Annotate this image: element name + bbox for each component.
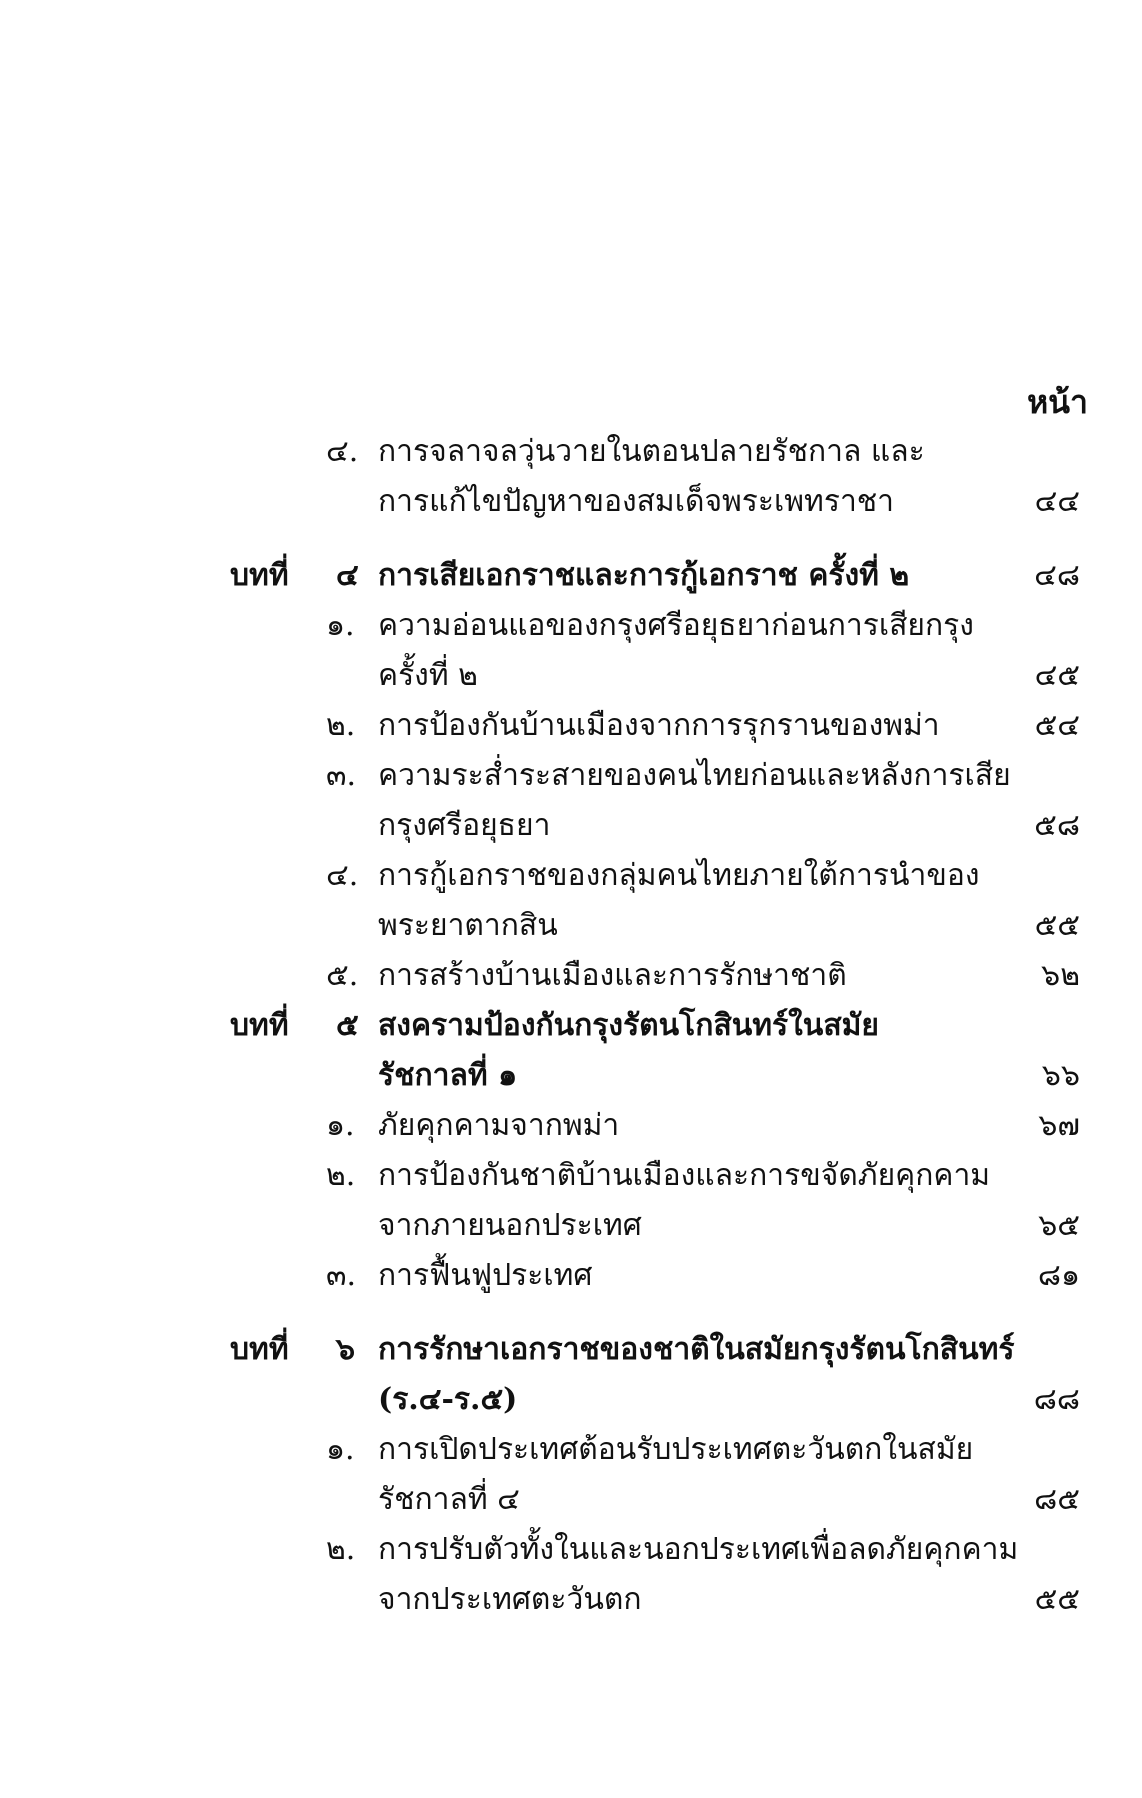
toc-item-text: ความอ่อนแอของกรุงศรีอยุธยาก่อนการเสียกรุง [378, 608, 974, 643]
toc-item-text: การปรับตัวทั้งในและนอกประเทศเพื่อลดภัยคุกคาม [378, 1532, 1019, 1567]
toc-page-number: ๔๘ [1034, 558, 1080, 593]
toc-item-number: ๓. [326, 1258, 357, 1293]
toc-item-number: ๑. [326, 608, 355, 643]
toc-page-number: ๘๕ [1034, 1482, 1080, 1517]
toc-item-number: ๔. [326, 858, 359, 893]
chapter-title: การเสียเอกราชและการกู้เอกราช ครั้งที่ ๒ [378, 558, 910, 593]
toc-item-text: การกู้เอกราชของกลุ่มคนไทยภายใต้การนำของ [378, 858, 980, 893]
chapter-number: ๔ [336, 558, 359, 593]
toc-page-number: ๕๔ [1034, 708, 1080, 743]
toc-page-number: ๘๘ [1033, 1382, 1080, 1417]
toc-page-number: ๔๕ [1034, 658, 1080, 693]
toc-item-text: ภัยคุกคามจากพม่า [378, 1108, 620, 1143]
chapter-number: ๕ [336, 1008, 359, 1043]
page-column-heading: หน้า [1027, 383, 1088, 421]
toc-item-text: การเปิดประเทศต้อนรับประเทศตะวันตกในสมัย [378, 1432, 974, 1467]
toc-item-text: การจลาจลวุ่นวายในตอนปลายรัชกาล และ [378, 434, 925, 469]
toc-item-text-cont: กรุงศรีอยุธยา [378, 808, 551, 843]
toc-item-text-cont: ครั้งที่ ๒ [378, 658, 478, 693]
toc-item-number: ๓. [326, 758, 357, 793]
toc-item-text: การป้องกันบ้านเมืองจากการรุกรานของพม่า [378, 708, 940, 743]
toc-page-number: ๕๕ [1034, 1582, 1080, 1617]
toc-page-number: ๕๘ [1034, 808, 1080, 843]
toc-item-text: การฟื้นฟูประเทศ [378, 1258, 593, 1293]
toc-page-number: ๔๔ [1034, 484, 1080, 519]
chapter-title-cont: (ร.๔-ร.๕) [378, 1382, 518, 1417]
toc-item-number: ๒. [326, 1158, 356, 1193]
toc-item-number: ๔. [326, 434, 359, 469]
toc-item-text: การป้องกันชาติบ้านเมืองและการขจัดภัยคุกคาม [378, 1158, 991, 1193]
toc-item-number: ๒. [326, 1532, 356, 1567]
chapter-title-cont: รัชกาลที่ ๑ [378, 1058, 518, 1093]
chapter-label: บทที่ [230, 1008, 289, 1043]
toc-item-text: ความระส่ำระสายของคนไทยก่อนและหลังการเสีย [378, 758, 1011, 793]
chapter-label: บทที่ [230, 558, 289, 593]
chapter-title: การรักษาเอกราชของชาติในสมัยกรุงรัตนโกสินทร์ [378, 1332, 1015, 1367]
toc-page-number: ๖๕ [1038, 1208, 1080, 1243]
chapter-title: สงครามป้องกันกรุงรัตนโกสินทร์ในสมัย [378, 1008, 879, 1043]
toc-item-text-cont: พระยาตากสิน [378, 908, 558, 943]
toc-item-text-cont: จากภายนอกประเทศ [378, 1208, 642, 1243]
chapter-label: บทที่ [230, 1332, 289, 1367]
toc-page-number: ๘๑ [1037, 1258, 1080, 1293]
toc-page-number: ๖๒ [1041, 958, 1080, 993]
toc-page-number: ๕๕ [1034, 908, 1080, 943]
toc-page-number: ๖๖ [1041, 1058, 1080, 1093]
toc-item-text-cont: จากประเทศตะวันตก [378, 1582, 642, 1617]
toc-item-number: ๑. [326, 1108, 355, 1143]
toc-item-number: ๑. [326, 1432, 355, 1467]
toc-item-text-cont: รัชกาลที่ ๔ [378, 1482, 520, 1517]
toc-item-number: ๒. [326, 708, 356, 743]
toc-item-text-cont: การแก้ไขปัญหาของสมเด็จพระเพทราชา [378, 484, 894, 519]
toc-page-number: ๖๗ [1038, 1108, 1080, 1143]
toc-item-text: การสร้างบ้านเมืองและการรักษาชาติ [378, 958, 847, 993]
chapter-number: ๖ [336, 1332, 356, 1367]
toc-item-number: ๕. [326, 958, 359, 993]
